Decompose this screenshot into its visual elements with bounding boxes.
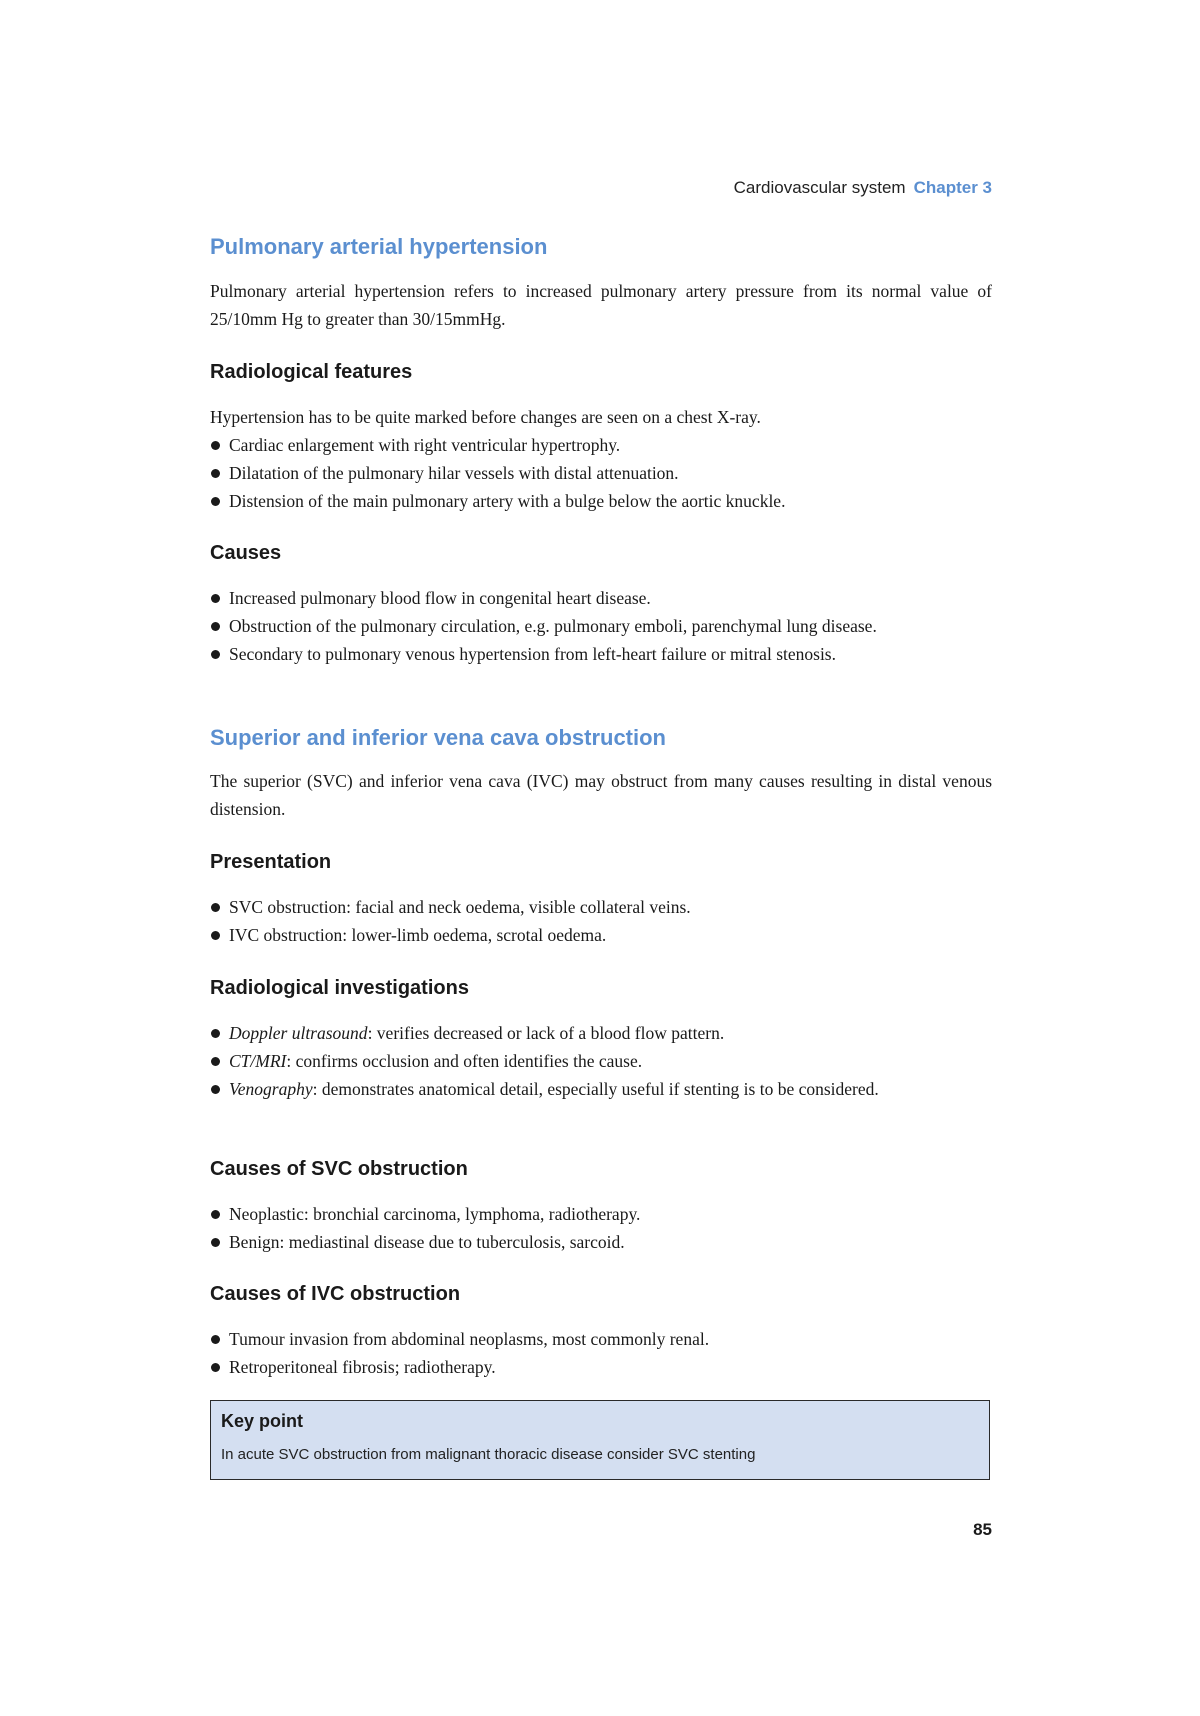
bullet-icon [211, 469, 220, 478]
list-item-text: Tumour invasion from abdominal neoplasms, most commonly renal. [229, 1329, 710, 1349]
list-item [210, 431, 992, 459]
list-item [210, 612, 992, 640]
list-item [210, 1075, 992, 1103]
key-point-box [210, 1400, 990, 1480]
bullet-icon [211, 497, 220, 506]
list-item [210, 1200, 992, 1228]
section-title-vena-cava: Superior and inferior vena cava obstruction [210, 725, 666, 750]
bullet-icon [211, 1238, 220, 1247]
list-item [210, 921, 992, 949]
radiological-intro: Hypertension has to be quite marked before changes are seen on a chest X-ray. [210, 407, 761, 427]
list-item [210, 584, 992, 612]
heading-radiological-features: Radiological features [210, 361, 413, 383]
list-item [210, 893, 992, 921]
investigations-list [210, 1019, 992, 1103]
list-item-text: : demonstrates anatomical detail, especially useful if stenting is to be considered. [312, 1079, 879, 1099]
bullet-icon [211, 594, 220, 603]
presentation-list [210, 893, 992, 949]
page-number: 85 [973, 1520, 992, 1539]
list-item [210, 1047, 992, 1075]
list-item [210, 640, 992, 668]
bullet-icon [211, 622, 220, 631]
list-item-text: Neoplastic: bronchial carcinoma, lymphoma, radiotherapy. [229, 1204, 641, 1224]
list-item-text: Increased pulmonary blood flow in congenital heart disease. [229, 588, 651, 608]
ivc-causes-list [210, 1325, 992, 1381]
investigation-term: CT/MRI [229, 1051, 287, 1071]
list-item-text: Obstruction of the pulmonary circulation, e.g. pulmonary emboli, parenchymal lung disease. [229, 616, 877, 636]
bullet-icon [211, 1363, 220, 1372]
key-point-text: In acute SVC obstruction from malignant thoracic disease consider SVC stenting [221, 1446, 756, 1463]
causes-list [210, 584, 992, 668]
list-item-text: Benign: mediastinal disease due to tuberculosis, sarcoid. [229, 1232, 625, 1252]
radiological-features-list [210, 431, 992, 515]
bullet-icon [211, 1210, 220, 1219]
heading-causes: Causes [210, 542, 282, 564]
investigation-term: Doppler ultrasound [229, 1023, 368, 1043]
running-head-text: Cardiovascular system [733, 178, 906, 197]
bullet-icon [211, 1057, 220, 1066]
heading-radiological-investigations: Radiological investigations [210, 977, 469, 999]
pah-intro: Pulmonary arterial hypertension refers to increased pulmonary artery pressure from its normal value of 25/10mm Hg to greater than 30/15mmHg. [210, 281, 992, 329]
bullet-icon [211, 903, 220, 912]
heading-causes-svc: Causes of SVC obstruction [210, 1158, 468, 1180]
section-title-pah: Pulmonary arterial hypertension [210, 234, 548, 259]
list-item-text: Cardiac enlargement with right ventricular hypertrophy. [229, 435, 621, 455]
list-item [210, 1325, 992, 1353]
list-item [210, 487, 992, 515]
list-item-text: IVC obstruction: lower-limb oedema, scrotal oedema. [229, 925, 607, 945]
bullet-icon [211, 1029, 220, 1038]
list-item-text: Secondary to pulmonary venous hypertension from left-heart failure or mitral stenosis. [229, 644, 836, 664]
list-item-text: Dilatation of the pulmonary hilar vessels with distal attenuation. [229, 463, 679, 483]
bullet-icon [211, 441, 220, 450]
vena-cava-intro: The superior (SVC) and inferior vena cava (IVC) may obstruct from many causes resulting in distal venous distension. [210, 771, 992, 819]
list-item-text: : confirms occlusion and often identifies the cause. [286, 1051, 643, 1071]
list-item [210, 1353, 992, 1381]
list-item-text: Retroperitoneal fibrosis; radiotherapy. [229, 1357, 496, 1377]
bullet-icon [211, 650, 220, 659]
running-head [560, 178, 992, 198]
list-item [210, 1228, 992, 1256]
bullet-icon [211, 931, 220, 940]
bullet-icon [211, 1085, 220, 1094]
bullet-icon [211, 1335, 220, 1344]
svc-causes-list [210, 1200, 992, 1256]
key-point-title: Key point [221, 1411, 304, 1431]
investigation-term: Venography [229, 1079, 313, 1099]
list-item [210, 459, 992, 487]
heading-causes-ivc: Causes of IVC obstruction [210, 1283, 461, 1305]
list-item-text: Distension of the main pulmonary artery with a bulge below the aortic knuckle. [229, 491, 786, 511]
chapter-label: Chapter 3 [913, 178, 992, 197]
heading-presentation: Presentation [210, 851, 332, 873]
list-item-text: SVC obstruction: facial and neck oedema, visible collateral veins. [229, 897, 691, 917]
list-item-text: : verifies decreased or lack of a blood flow pattern. [367, 1023, 725, 1043]
list-item [210, 1019, 992, 1047]
